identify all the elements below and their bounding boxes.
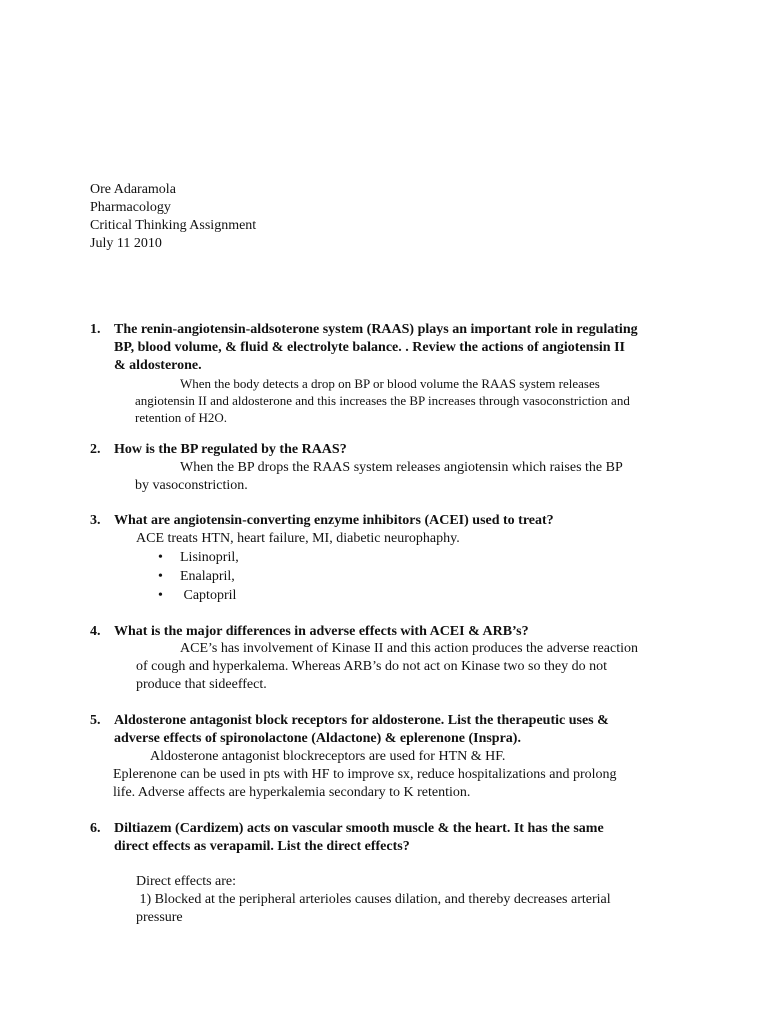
answer-line: life. Adverse affects are hyperkalemia secondary to K retention.: [113, 785, 471, 800]
question-line: Aldosterone antagonist block receptors for aldosterone. List the therapeutic uses &: [114, 713, 609, 728]
question-text: [114, 441, 690, 459]
question-number: 4.: [90, 624, 101, 639]
answer-6: [136, 873, 611, 927]
answer-line: 1) Blocked at the peripheral arterioles causes dilation, and thereby decreases arterial: [136, 892, 611, 907]
question-line: What are angiotensin-converting enzyme inhibitors (ACEI) used to treat?: [114, 513, 554, 528]
answer-line: retention of H2O.: [135, 410, 228, 425]
question-line: How is the BP regulated by the RAAS?: [114, 442, 347, 457]
question-line: direct effects as verapamil. List the direct effects?: [114, 839, 410, 854]
answer-line: ACE’s has involvement of Kinase II and this action produces the adverse reaction: [180, 641, 638, 656]
answer-line: angiotensin II and aldosterone and this increases the BP increases through vasoconstriction and: [135, 393, 630, 408]
answer-line: Aldosterone antagonist blockreceptors are used for HTN & HF.: [150, 749, 506, 764]
question-number: 3.: [90, 513, 101, 528]
answer-line: of cough and hyperkalema. Whereas ARB’s do not act on Kinase two so they do not: [136, 659, 607, 674]
question-line: & aldosterone.: [114, 358, 202, 373]
assignment-title: Critical Thinking Assignment: [90, 218, 257, 233]
question-2: [90, 441, 690, 459]
question-line: BP, blood volume, & fluid & electrolyte balance. . Review the actions of angiotensin II: [114, 340, 625, 355]
answer-5: [113, 748, 617, 802]
question-line: What is the major differences in adverse effects with ACEI & ARB’s?: [114, 624, 529, 639]
answer-line: ACE treats HTN, heart failure, MI, diabetic neurophaphy.: [136, 531, 460, 546]
question-line: The renin-angiotensin-aldsoterone system (RAAS) plays an important role in regulating: [114, 322, 638, 337]
author-name: Ore Adaramola: [90, 182, 176, 197]
question-text: [114, 820, 690, 856]
answer-1: [135, 375, 630, 426]
answer-line: Direct effects are:: [136, 874, 237, 889]
question-6: [90, 820, 690, 856]
answer-line: pressure: [136, 910, 183, 925]
question-number: 1.: [90, 322, 101, 337]
drug-name: Captopril: [180, 588, 237, 603]
question-number: 2.: [90, 442, 101, 457]
answer-line: When the BP drops the RAAS system releases angiotensin which raises the BP: [180, 460, 623, 475]
answer-line: Eplerenone can be used in pts with HF to improve sx, reduce hospitalizations and prolong: [113, 767, 617, 782]
question-text: [114, 623, 690, 641]
question-line: adverse effects of spironolactone (Aldactone) & eplerenone (Inspra).: [114, 731, 521, 746]
question-text: [114, 712, 690, 748]
answer-4: [136, 640, 638, 694]
answer-3: [136, 530, 460, 548]
answer-line: When the body detects a drop on BP or blood volume the RAAS system releases: [180, 376, 600, 391]
question-number: 6.: [90, 821, 101, 836]
question-5: [90, 712, 690, 748]
answer-line: by vasoconstriction.: [135, 478, 248, 493]
answer-line: produce that sideeffect.: [136, 677, 267, 692]
question-1: [90, 321, 690, 375]
question-text: [114, 321, 690, 375]
bullet-dot: •: [158, 550, 163, 565]
question-line: Diltiazem (Cardizem) acts on vascular smooth muscle & the heart. It has the same: [114, 821, 604, 836]
drug-name: Enalapril,: [180, 569, 235, 584]
course-name: Pharmacology: [90, 200, 171, 215]
bullet-dot: •: [158, 588, 163, 603]
assignment-date: July 11 2010: [90, 236, 162, 251]
drug-name: Lisinopril,: [180, 550, 239, 565]
question-number: 5.: [90, 713, 101, 728]
document-header: [90, 181, 256, 253]
question-3: [90, 512, 690, 530]
question-text: [114, 512, 690, 530]
bullet-dot: •: [158, 569, 163, 584]
answer-2: [135, 459, 623, 495]
question-4: [90, 623, 690, 641]
